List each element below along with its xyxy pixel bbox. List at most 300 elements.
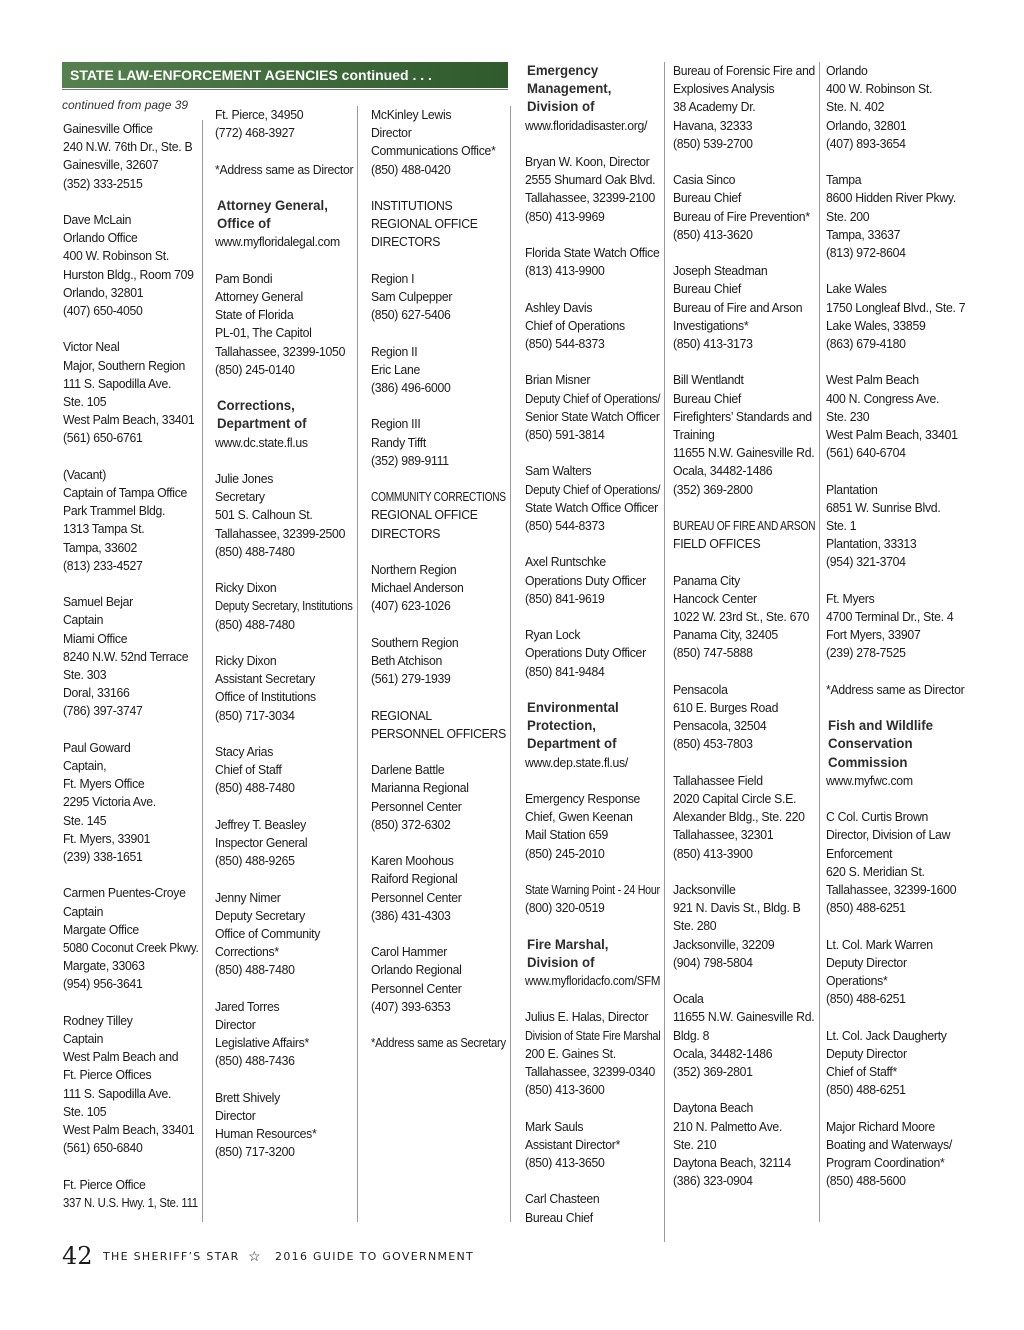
listing-line: Bureau of Forensic Fire and <box>673 64 815 78</box>
listing-line: 620 S. Meridian St. <box>826 864 925 879</box>
directory-column-1 <box>63 120 203 1222</box>
listing-line: Emergency Response <box>525 791 641 806</box>
listing-line: Bureau Chief <box>673 191 742 206</box>
listing-line: (561) 640-6704 <box>826 446 906 461</box>
listing-line: Ricky Dixon <box>215 581 277 596</box>
listing-block <box>826 171 976 262</box>
listing-line: Secretary <box>215 490 265 505</box>
listing-line: West Palm Beach <box>826 373 919 388</box>
listing-block <box>826 280 976 353</box>
listing-line: (850) 544-8373 <box>525 519 605 533</box>
listing-line: (954) 956-3641 <box>63 977 143 992</box>
listing-line: Ft. Pierce, 34950 <box>215 108 304 122</box>
listing-line: 8240 N.W. 52nd Terrace <box>63 649 189 664</box>
listing-line: Panama City <box>673 573 740 588</box>
listing-line: 1022 W. 23rd St., Ste. 670 <box>673 610 810 625</box>
listing-line: 2295 Victoria Ave. <box>63 795 156 810</box>
directory-column-2 <box>215 106 358 1222</box>
listing-block <box>826 371 976 462</box>
listing-line: Chief of Staff <box>215 763 282 778</box>
listing-line: Miami Office <box>63 631 128 646</box>
listing-line: Tallahassee, 32399-1600 <box>826 883 957 898</box>
listing-line: Senior State Watch Officer <box>525 409 660 424</box>
listing-block <box>525 699 664 772</box>
publication-name: THE SHERIFF’S STAR <box>103 1249 240 1263</box>
listing-line: (850) 245-0140 <box>215 362 295 377</box>
agency-heading: Environmental <box>527 699 619 715</box>
listing-block <box>215 743 357 798</box>
listing-line: (850) 539-2700 <box>673 136 753 151</box>
listing-line: 1750 Longleaf Blvd., Ste. 7 <box>826 300 966 315</box>
listing-line: *Address same as Secretary <box>371 1036 506 1051</box>
listing-line: Major, Southern Region <box>63 358 186 373</box>
listing-line: Region I <box>371 271 415 286</box>
listing-line: Julie Jones <box>215 471 274 486</box>
listing-block <box>371 634 510 689</box>
listing-line: 400 W. Robinson St. <box>63 249 169 264</box>
listing-line: Rodney Tilley <box>63 1013 133 1028</box>
listing-line: 400 W. Robinson St. <box>826 82 933 97</box>
listing-block <box>215 106 357 142</box>
listing-block <box>215 579 357 634</box>
listing-line: (813) 233-4527 <box>63 558 143 573</box>
listing-line: Corrections* <box>215 945 279 960</box>
listing-line: Lake Wales <box>826 282 887 297</box>
listing-line: (813) 413-9900 <box>525 264 605 279</box>
banner-divider <box>62 89 508 90</box>
agency-heading: Corrections, <box>216 398 295 414</box>
listing-line: Gainesville, 32607 <box>63 158 159 173</box>
listing-line: Lt. Col. Mark Warren <box>826 937 933 952</box>
listing-line: Bill Wentlandt <box>673 373 744 388</box>
listing-line: (850) 717-3200 <box>215 1145 295 1160</box>
listing-block <box>525 553 664 608</box>
listing-line: (850) 413-9969 <box>525 209 605 224</box>
listing-line: Ft. Myers, 33901 <box>63 831 151 846</box>
listing-block <box>673 371 819 498</box>
listing-line: Tallahassee Field <box>673 773 763 788</box>
listing-line: (813) 972-8604 <box>826 246 906 261</box>
listing-block <box>673 681 819 754</box>
listing-line: (850) 413-3900 <box>673 846 753 861</box>
listing-line: Randy Tifft <box>371 435 427 450</box>
listing-line: 111 S. Sapodilla Ave. <box>63 376 172 391</box>
listing-line: Darlene Battle <box>371 763 445 778</box>
listing-line: Marianna Regional <box>371 781 469 796</box>
listing-line: PERSONNEL OFFICERS <box>371 726 506 741</box>
listing-line: Communications Office* <box>371 144 496 159</box>
listing-line: Carl Chasteen <box>525 1192 600 1207</box>
listing-line: State of Florida <box>215 308 294 323</box>
listing-line: Assistant Director* <box>525 1137 621 1152</box>
listing-block <box>525 1190 664 1226</box>
listing-line: (850) 413-3650 <box>525 1155 605 1170</box>
listing-block <box>826 808 976 917</box>
listing-line: Tallahassee, 32399-2100 <box>525 191 655 206</box>
listing-line: (352) 333-2515 <box>63 176 143 191</box>
listing-line: Ste. 200 <box>826 209 870 224</box>
listing-line: 11655 N.W. Gainesville Rd. <box>673 1010 815 1025</box>
listing-line: Orlando Office <box>63 231 138 246</box>
listing-line: (850) 717-3034 <box>215 708 295 723</box>
listing-block <box>525 299 664 354</box>
listing-line: West Palm Beach and <box>63 1050 179 1065</box>
listing-line: Jared Torres <box>215 999 280 1014</box>
listing-line: Orlando Regional <box>371 963 462 978</box>
listing-block <box>215 816 357 871</box>
agency-website[interactable]: www.myfloridalegal.com <box>215 235 340 250</box>
listing-block <box>673 772 819 863</box>
listing-line: State Warning Point - 24 Hour <box>525 882 660 897</box>
listing-line: Margate Office <box>63 922 139 937</box>
listing-block <box>371 488 510 543</box>
listing-line: Carol Hammer <box>371 945 448 960</box>
listing-line: Deputy Director <box>826 1046 907 1061</box>
listing-line: Joseph Steadman <box>673 264 768 279</box>
listing-line: 11655 N.W. Gainesville Rd. <box>673 446 815 461</box>
listing-block <box>63 884 202 993</box>
listing-block <box>371 852 510 925</box>
listing-block <box>371 943 510 1016</box>
listing-line: (850) 413-3620 <box>673 227 753 242</box>
listing-line: (850) 488-9265 <box>215 854 295 869</box>
listing-line: (561) 650-6761 <box>63 431 143 446</box>
listing-line: Bryan W. Koon, Director <box>525 155 650 169</box>
listing-line: (850) 488-6251 <box>826 1083 906 1098</box>
listing-block <box>525 936 664 991</box>
listing-line: (850) 413-3600 <box>525 1083 605 1098</box>
listing-block <box>525 1008 664 1099</box>
listing-line: 2555 Shumard Oak Blvd. <box>525 173 656 188</box>
listing-line: 200 E. Gaines St. <box>525 1046 616 1061</box>
listing-line: Dave McLain <box>63 213 132 227</box>
listing-line: 111 S. Sapodilla Ave. <box>63 1086 172 1101</box>
listing-line: 4700 Terminal Dr., Ste. 4 <box>826 610 954 625</box>
listing-line: (850) 488-7480 <box>215 781 295 796</box>
listing-block <box>525 626 664 681</box>
listing-block <box>215 270 357 379</box>
listing-line: Hancock Center <box>673 591 757 606</box>
listing-block <box>63 593 202 720</box>
listing-line: Attorney General <box>215 289 303 304</box>
listing-line: (239) 278-7525 <box>826 646 906 661</box>
listing-line: Ste. 210 <box>673 1137 717 1152</box>
listing-line: Julius E. Halas, Director <box>525 1010 649 1025</box>
listing-line: Ste. 230 <box>826 409 870 424</box>
listing-line: Training <box>673 428 715 443</box>
listing-block <box>63 1176 202 1212</box>
listing-line: 501 S. Calhoun St. <box>215 508 313 523</box>
continued-note: continued from page 39 <box>62 98 189 112</box>
listing-line: Bureau Chief <box>673 391 742 406</box>
listing-line: Personnel Center <box>371 799 462 814</box>
listing-line: Pensacola <box>673 682 728 697</box>
listing-line: Ashley Davis <box>525 300 593 315</box>
listing-line: 1313 Tampa St. <box>63 522 145 537</box>
listing-block <box>63 211 202 320</box>
listing-line: *Address same as Director <box>215 162 354 177</box>
listing-line: Ocala <box>673 992 704 1007</box>
listing-line: Axel Runtschke <box>525 555 606 570</box>
agency-website[interactable]: www.floridadisaster.org/ <box>525 118 648 133</box>
page-footer <box>62 1242 522 1272</box>
agency-heading: Fish and Wildlife <box>828 718 933 734</box>
listing-line: Orlando, 32801 <box>826 118 907 133</box>
directory-column-3 <box>371 106 511 1222</box>
listing-block <box>215 889 357 980</box>
listing-line: Boating and Waterways/ <box>826 1137 952 1152</box>
listing-line: Carmen Puentes-Croye <box>63 886 186 901</box>
listing-line: Assistant Secretary <box>215 672 315 687</box>
listing-line: Stacy Arias <box>215 744 274 759</box>
listing-line: (386) 431-4303 <box>371 908 451 923</box>
listing-line: 337 N. U.S. Hwy. 1, Ste. 111 <box>63 1195 198 1210</box>
agency-website[interactable]: www.myfwc.com <box>826 773 913 788</box>
listing-block <box>525 462 664 535</box>
agency-heading: Fire Marshal, <box>527 936 609 952</box>
section-title: STATE LAW-ENFORCEMENT AGENCIES continued . . . <box>70 67 432 83</box>
listing-line: Legislative Affairs* <box>215 1036 309 1051</box>
listing-line: DIRECTORS <box>371 235 441 250</box>
listing-line: INSTITUTIONS <box>371 199 453 213</box>
listing-line: Explosives Analysis <box>673 82 775 97</box>
listing-block <box>215 161 357 179</box>
listing-block <box>371 761 510 834</box>
listing-block <box>215 197 357 252</box>
listing-line: Eric Lane <box>371 362 421 377</box>
listing-line: *Address same as Director <box>826 682 965 697</box>
listing-line: 921 N. Davis St., Bldg. B <box>673 901 801 916</box>
agency-heading: Office of <box>216 216 271 232</box>
listing-line: Director <box>371 126 412 141</box>
listing-block <box>371 106 510 179</box>
listing-line: Major Richard Moore <box>826 1119 935 1134</box>
listing-line: 38 Academy Dr. <box>673 100 756 115</box>
listing-line: Captain <box>63 1032 104 1047</box>
listing-line: Brett Shively <box>215 1090 280 1105</box>
section-banner <box>62 62 508 88</box>
agency-website[interactable]: www.dc.state.fl.us <box>215 435 308 450</box>
listing-line: Deputy Director <box>826 955 907 970</box>
listing-line: COMMUNITY CORRECTIONS <box>371 490 506 505</box>
listing-line: Region III <box>371 417 421 432</box>
listing-line: (352) 369-2800 <box>673 482 753 497</box>
listing-line: 5080 Coconut Creek Pkwy. <box>63 941 199 956</box>
listing-line: Park Trammel Bldg. <box>63 504 166 519</box>
listing-line: Bldg. 8 <box>673 1028 710 1043</box>
listing-line: Ste. 303 <box>63 668 107 683</box>
listing-line: Deputy Chief of Operations/ <box>525 482 661 497</box>
listing-line: Enforcement <box>826 846 893 861</box>
listing-block <box>826 717 976 790</box>
listing-block <box>525 244 664 280</box>
directory-column-5 <box>673 62 820 1222</box>
listing-block <box>673 62 819 153</box>
listing-line: Bureau Chief <box>673 282 742 297</box>
listing-line: Ricky Dixon <box>215 653 277 668</box>
listing-block <box>525 790 664 863</box>
agency-heading: Conservation <box>828 736 913 752</box>
listing-line: Karen Moohous <box>371 854 454 869</box>
listing-block <box>826 62 976 153</box>
listing-line: Mail Station 659 <box>525 828 609 843</box>
listing-line: Jeffrey T. Beasley <box>215 817 306 832</box>
listing-line: (850) 627-5406 <box>371 308 451 323</box>
listing-line: (239) 338-1651 <box>63 850 143 865</box>
listing-block <box>673 1099 819 1190</box>
listing-block <box>673 990 819 1081</box>
listing-line: Captain, <box>63 759 107 774</box>
listing-line: Tallahassee, 32301 <box>673 828 774 843</box>
agency-website[interactable]: www.myfloridacfo.com/SFM <box>525 973 661 988</box>
listing-line: BUREAU OF FIRE AND ARSON <box>673 519 816 534</box>
listing-line: Ft. Myers Office <box>63 777 145 792</box>
listing-block <box>673 171 819 244</box>
listing-block <box>371 343 510 398</box>
listing-line: (850) 413-3173 <box>673 337 753 352</box>
listing-line: REGIONAL OFFICE <box>371 217 478 232</box>
listing-line: (407) 650-4050 <box>63 304 143 319</box>
listing-line: (850) 488-7436 <box>215 1054 295 1069</box>
listing-line: (386) 496-6000 <box>371 381 451 395</box>
listing-line: Tallahassee, 32399-2500 <box>215 526 346 541</box>
listing-line: Bureau of Fire and Arson <box>673 300 803 315</box>
agency-heading: Department of <box>527 736 617 752</box>
listing-line: Fort Myers, 33907 <box>826 628 921 643</box>
listing-line: Ocala, 34482-1486 <box>673 464 773 479</box>
listing-line: McKinley Lewis <box>371 108 452 122</box>
listing-block <box>525 371 664 444</box>
listing-block <box>63 338 202 447</box>
listing-block <box>371 270 510 325</box>
listing-block <box>826 590 976 663</box>
listing-line: Personnel Center <box>371 890 462 905</box>
agency-heading: Division of <box>527 954 595 970</box>
listing-line: (850) 544-8373 <box>525 337 605 351</box>
listing-block <box>63 466 202 575</box>
listing-line: Daytona Beach, 32114 <box>673 1156 791 1171</box>
star-icon: ☆ <box>248 1247 261 1264</box>
listing-line: REGIONAL OFFICE <box>371 508 478 523</box>
listing-line: Bureau of Fire Prevention* <box>673 209 810 224</box>
listing-line: Jacksonville <box>673 883 736 898</box>
listing-line: Ft. Myers <box>826 591 875 606</box>
listing-line: Mark Sauls <box>525 1119 584 1134</box>
listing-line: Operations Duty Officer <box>525 573 646 588</box>
listing-line: Beth Atchison <box>371 653 443 668</box>
listing-line: (386) 323-0904 <box>673 1174 753 1189</box>
listing-block <box>525 881 664 917</box>
listing-block <box>826 1027 976 1100</box>
listing-line: Southern Region <box>371 635 459 650</box>
listing-line: Program Coordination* <box>826 1156 945 1171</box>
listing-line: (786) 397-3747 <box>63 704 143 719</box>
listing-line: Plantation <box>826 482 878 497</box>
listing-block <box>826 481 976 572</box>
listing-line: Deputy Secretary, Institutions <box>215 599 353 614</box>
listing-line: Tampa, 33602 <box>63 540 138 555</box>
listing-block <box>673 881 819 972</box>
listing-block <box>525 153 664 226</box>
listing-line: Ste. 280 <box>673 919 717 934</box>
listing-line: Division of State Fire Marshal <box>525 1028 661 1043</box>
listing-line: Chief of Staff* <box>826 1065 898 1080</box>
listing-line: Michael Anderson <box>371 581 464 596</box>
listing-block <box>673 262 819 353</box>
listing-line: Lt. Col. Jack Daugherty <box>826 1028 947 1043</box>
agency-heading: Attorney General, <box>216 197 328 213</box>
listing-line: (850) 488-6251 <box>826 901 906 916</box>
listing-line: (Vacant) <box>63 467 106 482</box>
guide-title: 2016 GUIDE TO GOVERNMENT <box>275 1249 475 1263</box>
listing-line: Alexander Bldg., Ste. 220 <box>673 810 805 825</box>
listing-line: Deputy Chief of Operations/ <box>525 391 661 406</box>
agency-website[interactable]: www.dep.state.fl.us/ <box>525 755 628 770</box>
listing-line: Bureau Chief <box>525 1210 593 1225</box>
listing-block <box>826 1118 976 1191</box>
listing-line: DIRECTORS <box>371 526 441 541</box>
listing-line: 2020 Capital Circle S.E. <box>673 792 797 807</box>
listing-line: West Palm Beach, 33401 <box>63 1123 195 1138</box>
listing-line: Director <box>215 1108 256 1123</box>
listing-block <box>371 197 510 252</box>
listing-block <box>215 998 357 1071</box>
listing-line: 6851 W. Sunrise Blvd. <box>826 500 941 515</box>
listing-line: (407) 623-1026 <box>371 599 451 614</box>
page-number: 42 <box>62 1242 93 1270</box>
agency-heading: Emergency <box>527 63 599 78</box>
listing-line: (850) 488-0420 <box>371 162 451 177</box>
listing-line: 400 N. Congress Ave. <box>826 391 940 406</box>
agency-heading: Protection, <box>527 718 596 734</box>
listing-line: (561) 279-1939 <box>371 672 451 687</box>
listing-line: (850) 841-9619 <box>525 591 605 606</box>
listing-line: (407) 393-6353 <box>371 999 451 1014</box>
listing-line: Gainesville Office <box>63 122 153 136</box>
listing-line: Sam Culpepper <box>371 290 453 304</box>
listing-line: Brian Misner <box>525 373 591 388</box>
listing-line: 240 N.W. 76th Dr., Ste. B <box>63 140 193 155</box>
listing-line: Ste. 105 <box>63 1104 107 1119</box>
listing-block <box>63 1012 202 1158</box>
listing-line: Lake Wales, 33859 <box>826 318 926 333</box>
listing-line: Tampa, 33637 <box>826 227 901 242</box>
listing-line: (561) 650-6840 <box>63 1141 143 1156</box>
listing-line: REGIONAL <box>371 708 432 723</box>
listing-line: Captain <box>63 613 104 628</box>
listing-line: Victor Neal <box>63 340 120 355</box>
listing-line: Ocala, 34482-1486 <box>673 1046 773 1061</box>
listing-line: 8600 Hidden River Pkwy. <box>826 191 956 206</box>
listing-line: (850) 245-2010 <box>525 846 605 861</box>
listing-block <box>371 707 510 743</box>
listing-line: Ste. 1 <box>826 519 857 534</box>
listing-line: (352) 989-9111 <box>371 453 449 468</box>
listing-line: C Col. Curtis Brown <box>826 810 929 825</box>
listing-line: (352) 369-2801 <box>673 1065 753 1080</box>
listing-line: (850) 488-6251 <box>826 992 906 1007</box>
listing-line: Jenny Nimer <box>215 890 281 905</box>
listing-line: Captain of Tampa Office <box>63 486 188 501</box>
listing-line: Florida State Watch Office <box>525 246 660 260</box>
listing-line: (800) 320-0519 <box>525 901 605 916</box>
listing-block <box>215 470 357 561</box>
listing-line: Sam Walters <box>525 464 592 479</box>
listing-line: Orlando, 32801 <box>63 285 144 300</box>
listing-line: Director, Division of Law <box>826 828 951 843</box>
listing-line: Doral, 33166 <box>63 686 130 701</box>
listing-line: Northern Region <box>371 562 457 577</box>
